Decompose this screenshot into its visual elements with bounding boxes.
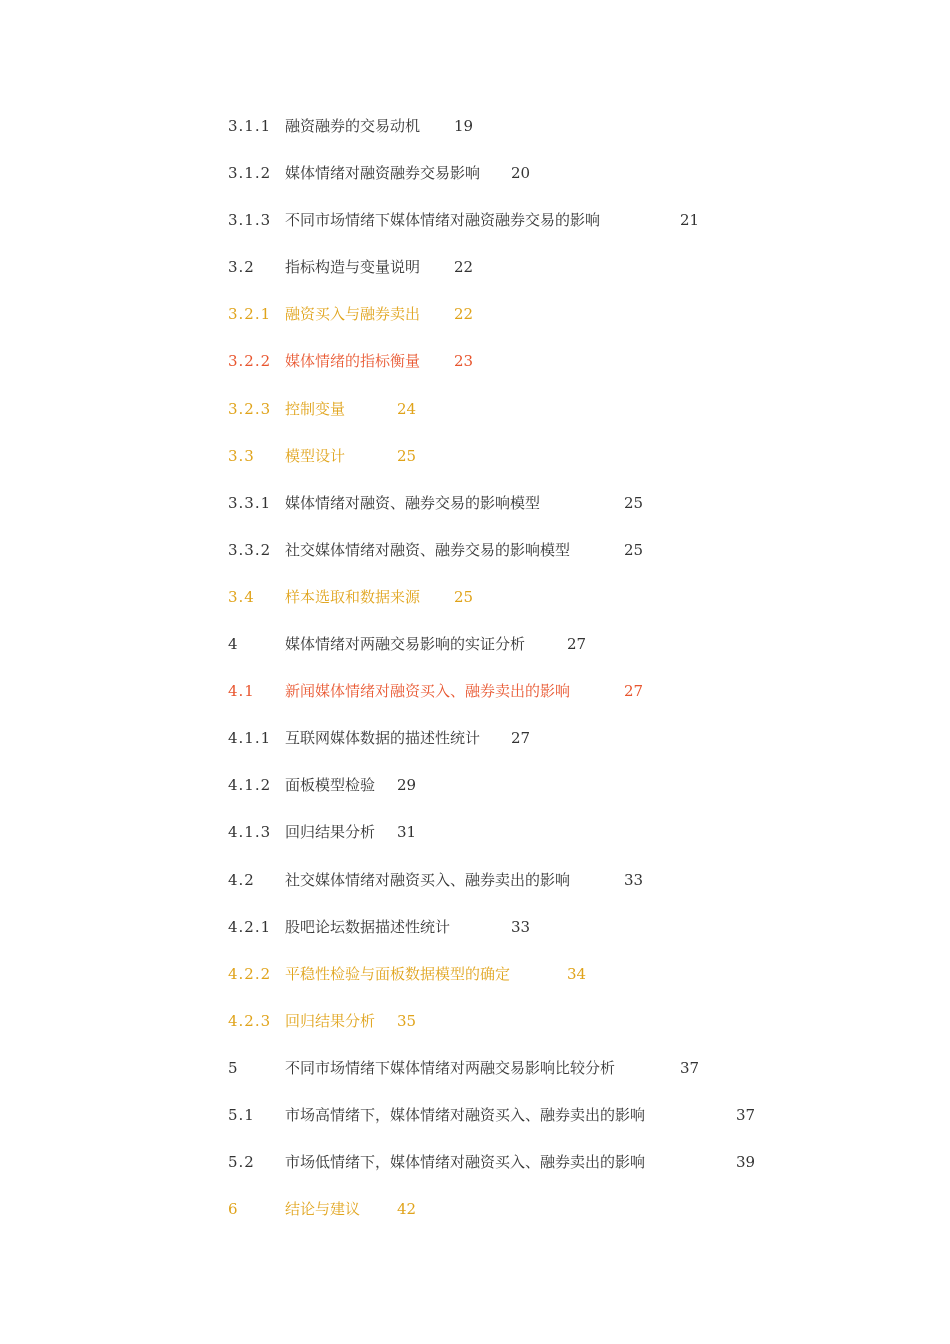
toc-entry[interactable]	[228, 538, 828, 585]
toc-entry[interactable]	[228, 1056, 828, 1103]
toc-entry[interactable]	[228, 868, 828, 915]
toc-entry[interactable]	[228, 632, 828, 679]
toc-page: 21	[680, 211, 700, 230]
toc-title: 市场低情绪下，媒体情绪对融资买入、融券卖出的影响	[285, 1153, 646, 1172]
toc-title: 面板模型检验	[285, 776, 376, 795]
toc-number: 4.1	[228, 682, 255, 701]
toc-page: 37	[736, 1105, 756, 1124]
toc-number: 3.2.2	[228, 352, 272, 371]
toc-title: 媒体情绪对融资、融券交易的影响模型	[285, 493, 541, 512]
toc-page: 22	[454, 305, 474, 324]
toc-page: 39	[736, 1153, 756, 1172]
toc-title: 媒体情绪对融资融券交易影响	[285, 164, 481, 183]
toc-number: 4.2.1	[228, 917, 272, 936]
toc-title: 不同市场情绪下媒体情绪对融资融券交易的影响	[285, 211, 601, 230]
toc-title: 媒体情绪对两融交易影响的实证分析	[285, 635, 526, 654]
toc-number: 3.1.2	[228, 164, 272, 183]
toc-page: 27	[567, 635, 587, 654]
toc-page: 42	[397, 1200, 417, 1219]
toc-page: 19	[454, 117, 474, 135]
toc-entry[interactable]	[228, 962, 828, 1009]
toc-page: 27	[624, 682, 644, 701]
toc-title: 模型设计	[285, 446, 346, 465]
toc-title: 不同市场情绪下媒体情绪对两融交易影响比较分析	[285, 1058, 616, 1077]
toc-entry[interactable]	[228, 1009, 828, 1056]
toc-page: 23	[454, 352, 474, 371]
toc-entry[interactable]	[228, 915, 828, 962]
toc-entry[interactable]	[228, 773, 828, 820]
toc-entry[interactable]	[228, 726, 828, 773]
toc-entry[interactable]	[228, 397, 828, 444]
toc-page: 25	[397, 446, 417, 465]
toc-page: 33	[511, 917, 531, 936]
toc-page: 20	[511, 164, 531, 183]
toc-page: 34	[567, 964, 587, 983]
toc-number: 4.2.3	[228, 1011, 272, 1030]
toc-page: 35	[397, 1011, 417, 1030]
toc-page: 29	[397, 776, 417, 795]
toc-entry[interactable]	[228, 208, 828, 255]
toc-number: 4.1.1	[228, 729, 272, 748]
toc-title: 结论与建议	[285, 1200, 361, 1219]
toc-page: 27	[511, 729, 531, 748]
toc-entry[interactable]	[228, 161, 828, 208]
toc-title: 融资买入与融券卖出	[285, 305, 421, 324]
table-of-contents	[228, 114, 828, 1244]
toc-entry[interactable]	[228, 679, 828, 726]
toc-page: 33	[624, 870, 644, 889]
toc-title: 股吧论坛数据描述性统计	[285, 917, 451, 936]
toc-page: 37	[680, 1058, 700, 1077]
toc-number: 4.1.2	[228, 776, 272, 795]
toc-title: 融资融券的交易动机	[285, 117, 421, 135]
toc-entry[interactable]	[228, 114, 828, 161]
toc-page: 22	[454, 258, 474, 277]
toc-entry[interactable]	[228, 491, 828, 538]
toc-title: 平稳性检验与面板数据模型的确定	[285, 964, 511, 983]
toc-title: 控制变量	[285, 399, 346, 418]
toc-entry[interactable]	[228, 1150, 828, 1197]
toc-number: 5.1	[228, 1105, 255, 1124]
toc-number: 3.3.1	[228, 493, 272, 512]
toc-page: 25	[624, 493, 644, 512]
toc-number: 6	[228, 1200, 239, 1219]
toc-number: 4.1.3	[228, 823, 272, 842]
toc-number: 4.2.2	[228, 964, 272, 983]
toc-number: 3.2.1	[228, 305, 272, 324]
toc-number: 5.2	[228, 1153, 255, 1172]
toc-title: 回归结果分析	[285, 1011, 376, 1030]
toc-page: 31	[397, 823, 417, 842]
toc-number: 3.4	[228, 587, 255, 606]
toc-entry[interactable]	[228, 302, 828, 349]
toc-entry[interactable]	[228, 820, 828, 867]
toc-entry[interactable]	[228, 255, 828, 302]
toc-entry[interactable]	[228, 349, 828, 396]
toc-title: 社交媒体情绪对融资买入、融券卖出的影响	[285, 870, 571, 889]
toc-number: 3.3	[228, 446, 255, 465]
toc-title: 新闻媒体情绪对融资买入、融券卖出的影响	[285, 682, 571, 701]
toc-page: 24	[397, 399, 417, 418]
toc-number: 3.2	[228, 258, 255, 277]
toc-entry[interactable]	[228, 1197, 828, 1244]
toc-number: 3.1.3	[228, 211, 272, 230]
toc-title: 回归结果分析	[285, 823, 376, 842]
toc-title: 媒体情绪的指标衡量	[285, 352, 421, 371]
toc-number: 4	[228, 635, 239, 654]
toc-page: 25	[624, 540, 644, 559]
toc-entry[interactable]	[228, 585, 828, 632]
toc-title: 互联网媒体数据的描述性统计	[285, 729, 481, 748]
toc-number: 4.2	[228, 870, 255, 889]
toc-title: 样本选取和数据来源	[285, 587, 421, 606]
toc-number: 5	[228, 1058, 239, 1077]
toc-entry[interactable]	[228, 1103, 828, 1150]
toc-title: 指标构造与变量说明	[285, 258, 421, 277]
toc-number: 3.1.1	[228, 117, 272, 135]
toc-page: 25	[454, 587, 474, 606]
toc-title: 社交媒体情绪对融资、融券交易的影响模型	[285, 540, 571, 559]
toc-entry[interactable]	[228, 444, 828, 491]
toc-number: 3.3.2	[228, 540, 272, 559]
toc-number: 3.2.3	[228, 399, 272, 418]
toc-title: 市场高情绪下，媒体情绪对融资买入、融券卖出的影响	[285, 1105, 646, 1124]
